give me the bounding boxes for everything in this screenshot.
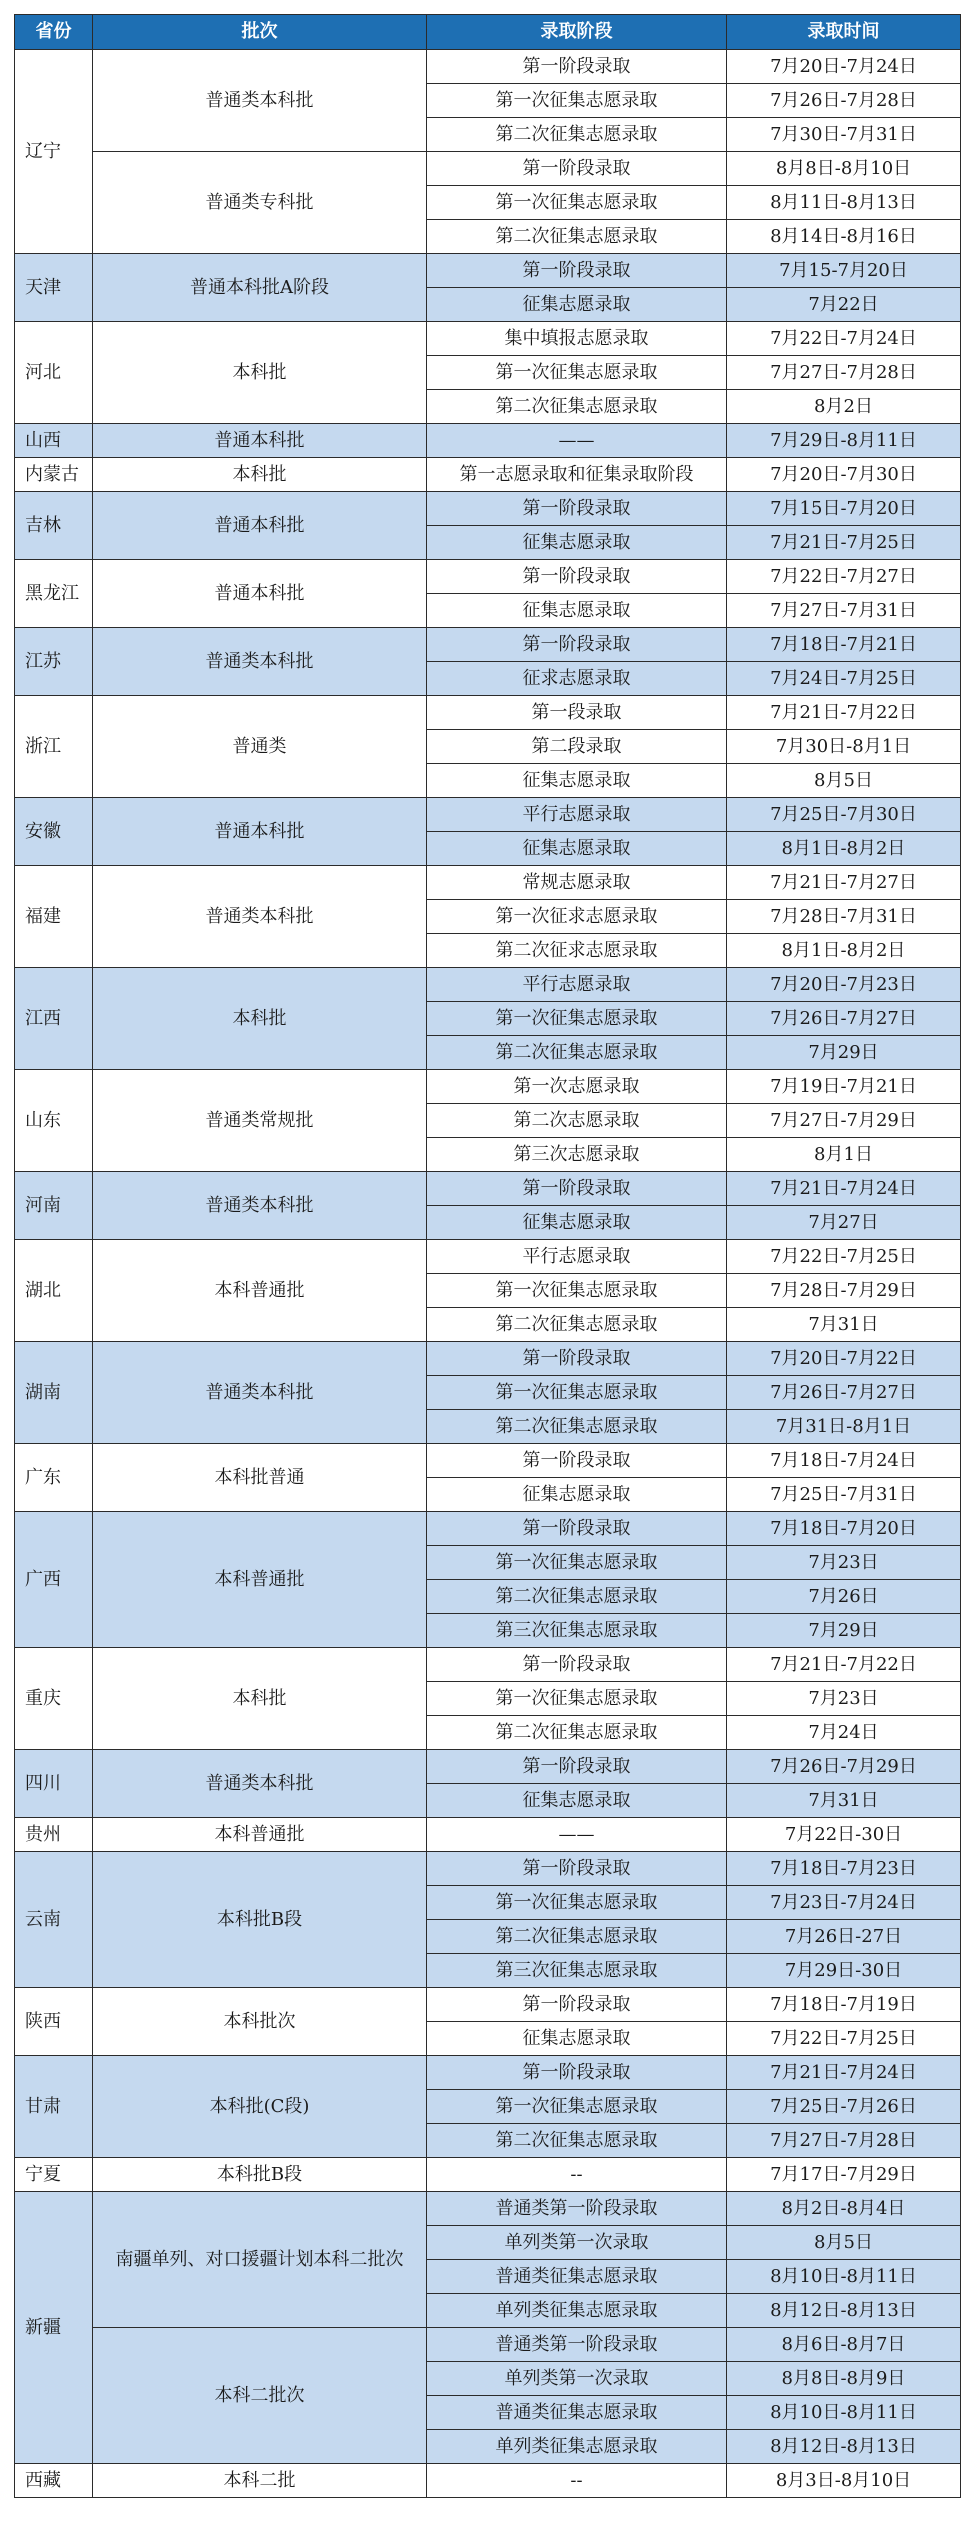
table-row (15, 322, 961, 356)
time-cell: 7月22日-30日 (727, 1818, 961, 1852)
batch-cell: 南疆单列、对口援疆计划本科二批次 (93, 2192, 427, 2328)
time-cell: 7月25日-7月30日 (727, 798, 961, 832)
stage-cell: 第一次征集志愿录取 (427, 1002, 727, 1036)
time-cell: 7月20日-7月30日 (727, 458, 961, 492)
table-row (15, 2056, 961, 2090)
time-cell: 7月27日-7月28日 (727, 2124, 961, 2158)
stage-cell: 常规志愿录取 (427, 866, 727, 900)
time-cell: 7月15-7月20日 (727, 254, 961, 288)
time-cell: 7月21日-7月22日 (727, 1648, 961, 1682)
time-cell: 7月29日 (727, 1036, 961, 1070)
province-cell: 陕西 (15, 1988, 93, 2056)
header-province: 省份 (15, 15, 93, 50)
stage-cell: 第一次征集志愿录取 (427, 1546, 727, 1580)
province-cell: 广东 (15, 1444, 93, 1512)
stage-cell: 第二次征集志愿录取 (427, 2124, 727, 2158)
stage-cell: 第三次征集志愿录取 (427, 1614, 727, 1648)
time-cell: 7月21日-7月25日 (727, 526, 961, 560)
table-row (15, 696, 961, 730)
time-cell: 7月20日-7月22日 (727, 1342, 961, 1376)
time-cell: 7月26日 (727, 1580, 961, 1614)
province-cell: 河北 (15, 322, 93, 424)
time-cell: 7月22日-7月25日 (727, 1240, 961, 1274)
stage-cell: 第三次志愿录取 (427, 1138, 727, 1172)
time-cell: 7月29日 (727, 1614, 961, 1648)
batch-cell: 普通本科批 (93, 492, 427, 560)
stage-cell: 征求志愿录取 (427, 662, 727, 696)
province-cell: 湖北 (15, 1240, 93, 1342)
stage-cell: 平行志愿录取 (427, 798, 727, 832)
table-row (15, 1444, 961, 1478)
table-row (15, 1648, 961, 1682)
table-row (15, 1172, 961, 1206)
header-batch: 批次 (93, 15, 427, 50)
time-cell: 7月23日 (727, 1546, 961, 1580)
time-cell: 8月14日-8月16日 (727, 220, 961, 254)
time-cell: 8月1日-8月2日 (727, 934, 961, 968)
table-row (15, 1512, 961, 1546)
header-stage: 录取阶段 (427, 15, 727, 50)
batch-cell: 本科批 (93, 968, 427, 1070)
stage-cell: 第一次征求志愿录取 (427, 900, 727, 934)
stage-cell: 单列类第一次录取 (427, 2226, 727, 2260)
stage-cell: 第一次征集志愿录取 (427, 2090, 727, 2124)
time-cell: 7月25日-7月31日 (727, 1478, 961, 1512)
stage-cell: 第一阶段录取 (427, 560, 727, 594)
stage-cell: -- (427, 2464, 727, 2498)
province-cell: 黑龙江 (15, 560, 93, 628)
time-cell: 7月24日 (727, 1716, 961, 1750)
time-cell: 7月31日 (727, 1784, 961, 1818)
stage-cell: 第一次征集志愿录取 (427, 356, 727, 390)
time-cell: 7月28日-7月29日 (727, 1274, 961, 1308)
time-cell: 7月26日-7月29日 (727, 1750, 961, 1784)
batch-cell: 本科批B段 (93, 1852, 427, 1988)
province-cell: 云南 (15, 1852, 93, 1988)
time-cell: 7月30日-7月31日 (727, 118, 961, 152)
stage-cell: 集中填报志愿录取 (427, 322, 727, 356)
batch-cell: 普通类本科批 (93, 628, 427, 696)
stage-cell: 第一阶段录取 (427, 2056, 727, 2090)
batch-cell: 本科批次 (93, 1988, 427, 2056)
time-cell: 8月5日 (727, 764, 961, 798)
stage-cell: 第二次征集志愿录取 (427, 390, 727, 424)
stage-cell: 平行志愿录取 (427, 1240, 727, 1274)
stage-cell: 第一次征集志愿录取 (427, 1376, 727, 1410)
stage-cell: 第二次征集志愿录取 (427, 1920, 727, 1954)
table-row (15, 1342, 961, 1376)
stage-cell: 第一次征集志愿录取 (427, 1682, 727, 1716)
time-cell: 7月28日-7月31日 (727, 900, 961, 934)
stage-cell: 第一阶段录取 (427, 1342, 727, 1376)
batch-cell: 本科批 (93, 458, 427, 492)
time-cell: 8月2日 (727, 390, 961, 424)
table-row (15, 628, 961, 662)
time-cell: 7月22日-7月25日 (727, 2022, 961, 2056)
stage-cell: 第一段录取 (427, 696, 727, 730)
stage-cell: 征集志愿录取 (427, 1784, 727, 1818)
province-cell: 辽宁 (15, 50, 93, 254)
province-cell: 西藏 (15, 2464, 93, 2498)
stage-cell: 普通类征集志愿录取 (427, 2396, 727, 2430)
stage-cell: 征集志愿录取 (427, 594, 727, 628)
stage-cell: 第三次征集志愿录取 (427, 1954, 727, 1988)
province-cell: 浙江 (15, 696, 93, 798)
province-cell: 四川 (15, 1750, 93, 1818)
admission-schedule-table (14, 14, 961, 2498)
header-row (15, 15, 961, 50)
table-row (15, 1070, 961, 1104)
stage-cell: 第二次征求志愿录取 (427, 934, 727, 968)
province-cell: 天津 (15, 254, 93, 322)
time-cell: 7月26日-27日 (727, 1920, 961, 1954)
table-row (15, 424, 961, 458)
table-row (15, 50, 961, 84)
stage-cell: -- (427, 2158, 727, 2192)
time-cell: 8月10日-8月11日 (727, 2260, 961, 2294)
time-cell: 8月10日-8月11日 (727, 2396, 961, 2430)
time-cell: 7月18日-7月20日 (727, 1512, 961, 1546)
province-cell: 河南 (15, 1172, 93, 1240)
table-row (15, 1240, 961, 1274)
time-cell: 7月17日-7月29日 (727, 2158, 961, 2192)
time-cell: 8月5日 (727, 2226, 961, 2260)
time-cell: 8月1日-8月2日 (727, 832, 961, 866)
batch-cell: 普通本科批 (93, 424, 427, 458)
time-cell: 7月18日-7月19日 (727, 1988, 961, 2022)
province-cell: 内蒙古 (15, 458, 93, 492)
time-cell: 7月21日-7月22日 (727, 696, 961, 730)
batch-cell: 普通本科批 (93, 798, 427, 866)
time-cell: 8月6日-8月7日 (727, 2328, 961, 2362)
stage-cell: 第一阶段录取 (427, 1750, 727, 1784)
batch-cell: 普通本科批A阶段 (93, 254, 427, 322)
time-cell: 7月22日 (727, 288, 961, 322)
batch-cell: 本科批 (93, 1648, 427, 1750)
time-cell: 8月2日-8月4日 (727, 2192, 961, 2226)
batch-cell: 普通类常规批 (93, 1070, 427, 1172)
table-row (15, 458, 961, 492)
batch-cell: 普通类专科批 (93, 152, 427, 254)
stage-cell: 征集志愿录取 (427, 832, 727, 866)
province-cell: 山西 (15, 424, 93, 458)
table-row (15, 1988, 961, 2022)
table-row (15, 866, 961, 900)
batch-cell: 本科批(C段) (93, 2056, 427, 2158)
table-row (15, 968, 961, 1002)
stage-cell: 第二次征集志愿录取 (427, 1580, 727, 1614)
batch-cell: 本科普通批 (93, 1240, 427, 1342)
province-cell: 福建 (15, 866, 93, 968)
province-cell: 安徽 (15, 798, 93, 866)
time-cell: 7月22日-7月27日 (727, 560, 961, 594)
time-cell: 7月15日-7月20日 (727, 492, 961, 526)
time-cell: 7月20日-7月24日 (727, 50, 961, 84)
province-cell: 重庆 (15, 1648, 93, 1750)
stage-cell: 单列类第一次录取 (427, 2362, 727, 2396)
stage-cell: 平行志愿录取 (427, 968, 727, 1002)
stage-cell: 征集志愿录取 (427, 1206, 727, 1240)
stage-cell: 普通类征集志愿录取 (427, 2260, 727, 2294)
province-cell: 湖南 (15, 1342, 93, 1444)
province-cell: 贵州 (15, 1818, 93, 1852)
province-cell: 吉林 (15, 492, 93, 560)
province-cell: 江苏 (15, 628, 93, 696)
time-cell: 8月3日-8月10日 (727, 2464, 961, 2498)
stage-cell: 第一阶段录取 (427, 1444, 727, 1478)
time-cell: 8月12日-8月13日 (727, 2294, 961, 2328)
province-cell: 山东 (15, 1070, 93, 1172)
table-row (15, 2328, 961, 2362)
time-cell: 7月19日-7月21日 (727, 1070, 961, 1104)
stage-cell: 第二次征集志愿录取 (427, 1036, 727, 1070)
batch-cell: 普通本科批 (93, 560, 427, 628)
province-cell: 广西 (15, 1512, 93, 1648)
stage-cell: 征集志愿录取 (427, 1478, 727, 1512)
batch-cell: 普通类本科批 (93, 866, 427, 968)
stage-cell: 第一次征集志愿录取 (427, 84, 727, 118)
stage-cell: 第二次征集志愿录取 (427, 1308, 727, 1342)
stage-cell: 第一阶段录取 (427, 1648, 727, 1682)
province-cell: 江西 (15, 968, 93, 1070)
time-cell: 7月22日-7月24日 (727, 322, 961, 356)
stage-cell: 征集志愿录取 (427, 526, 727, 560)
stage-cell: 第二次志愿录取 (427, 1104, 727, 1138)
time-cell: 7月23日-7月24日 (727, 1886, 961, 1920)
table-row (15, 798, 961, 832)
stage-cell: 第一阶段录取 (427, 50, 727, 84)
table-row (15, 1750, 961, 1784)
province-cell: 新疆 (15, 2192, 93, 2464)
time-cell: 7月29日-8月11日 (727, 424, 961, 458)
time-cell: 8月8日-8月9日 (727, 2362, 961, 2396)
table-row (15, 2464, 961, 2498)
time-cell: 7月26日-7月27日 (727, 1002, 961, 1036)
admission-schedule-table-wrapper (14, 14, 960, 2498)
stage-cell: 第一次志愿录取 (427, 1070, 727, 1104)
stage-cell: 第一志愿录取和征集录取阶段 (427, 458, 727, 492)
stage-cell: 第一阶段录取 (427, 152, 727, 186)
time-cell: 7月21日-7月27日 (727, 866, 961, 900)
time-cell: 7月18日-7月24日 (727, 1444, 961, 1478)
stage-cell: 第一阶段录取 (427, 1512, 727, 1546)
time-cell: 7月31日 (727, 1308, 961, 1342)
stage-cell: 第一阶段录取 (427, 628, 727, 662)
batch-cell: 本科批普通 (93, 1444, 427, 1512)
batch-cell: 普通类本科批 (93, 1172, 427, 1240)
province-cell: 宁夏 (15, 2158, 93, 2192)
stage-cell: 第二次征集志愿录取 (427, 1410, 727, 1444)
time-cell: 8月8日-8月10日 (727, 152, 961, 186)
time-cell: 7月24日-7月25日 (727, 662, 961, 696)
time-cell: 7月21日-7月24日 (727, 1172, 961, 1206)
time-cell: 7月30日-8月1日 (727, 730, 961, 764)
time-cell: 7月18日-7月21日 (727, 628, 961, 662)
time-cell: 7月25日-7月26日 (727, 2090, 961, 2124)
province-cell: 甘肃 (15, 2056, 93, 2158)
batch-cell: 本科普通批 (93, 1512, 427, 1648)
batch-cell: 普通类本科批 (93, 1750, 427, 1818)
time-cell: 7月23日 (727, 1682, 961, 1716)
header-time: 录取时间 (727, 15, 961, 50)
stage-cell: 普通类第一阶段录取 (427, 2328, 727, 2362)
batch-cell: 普通类本科批 (93, 50, 427, 152)
stage-cell: 征集志愿录取 (427, 764, 727, 798)
table-body (15, 50, 961, 2498)
time-cell: 7月27日-7月29日 (727, 1104, 961, 1138)
batch-cell: 本科二批 (93, 2464, 427, 2498)
stage-cell: 第二次征集志愿录取 (427, 118, 727, 152)
table-row (15, 152, 961, 186)
table-row (15, 2192, 961, 2226)
table-row (15, 560, 961, 594)
stage-cell: 第二次征集志愿录取 (427, 1716, 727, 1750)
stage-cell: 单列类征集志愿录取 (427, 2294, 727, 2328)
stage-cell: 第一阶段录取 (427, 1852, 727, 1886)
table-row (15, 492, 961, 526)
stage-cell: 第一次征集志愿录取 (427, 1886, 727, 1920)
stage-cell: 第二段录取 (427, 730, 727, 764)
time-cell: 7月27日-7月28日 (727, 356, 961, 390)
time-cell: 7月27日 (727, 1206, 961, 1240)
time-cell: 7月21日-7月24日 (727, 2056, 961, 2090)
time-cell: 7月18日-7月23日 (727, 1852, 961, 1886)
table-row (15, 2158, 961, 2192)
time-cell: 8月1日 (727, 1138, 961, 1172)
time-cell: 8月11日-8月13日 (727, 186, 961, 220)
table-row (15, 254, 961, 288)
stage-cell: 第一次征集志愿录取 (427, 186, 727, 220)
time-cell: 7月26日-7月27日 (727, 1376, 961, 1410)
stage-cell: 征集志愿录取 (427, 2022, 727, 2056)
batch-cell: 本科普通批 (93, 1818, 427, 1852)
batch-cell: 本科批 (93, 322, 427, 424)
stage-cell: 普通类第一阶段录取 (427, 2192, 727, 2226)
stage-cell: —— (427, 1818, 727, 1852)
time-cell: 7月31日-8月1日 (727, 1410, 961, 1444)
batch-cell: 本科批B段 (93, 2158, 427, 2192)
time-cell: 8月12日-8月13日 (727, 2430, 961, 2464)
batch-cell: 普通类本科批 (93, 1342, 427, 1444)
stage-cell: 征集志愿录取 (427, 288, 727, 322)
batch-cell: 普通类 (93, 696, 427, 798)
stage-cell: —— (427, 424, 727, 458)
time-cell: 7月27日-7月31日 (727, 594, 961, 628)
stage-cell: 第一阶段录取 (427, 1988, 727, 2022)
table-row (15, 1852, 961, 1886)
stage-cell: 第一次征集志愿录取 (427, 1274, 727, 1308)
stage-cell: 第一阶段录取 (427, 492, 727, 526)
stage-cell: 第二次征集志愿录取 (427, 220, 727, 254)
time-cell: 7月29日-30日 (727, 1954, 961, 1988)
table-row (15, 1818, 961, 1852)
time-cell: 7月20日-7月23日 (727, 968, 961, 1002)
batch-cell: 本科二批次 (93, 2328, 427, 2464)
time-cell: 7月26日-7月28日 (727, 84, 961, 118)
stage-cell: 第一阶段录取 (427, 254, 727, 288)
stage-cell: 单列类征集志愿录取 (427, 2430, 727, 2464)
stage-cell: 第一阶段录取 (427, 1172, 727, 1206)
